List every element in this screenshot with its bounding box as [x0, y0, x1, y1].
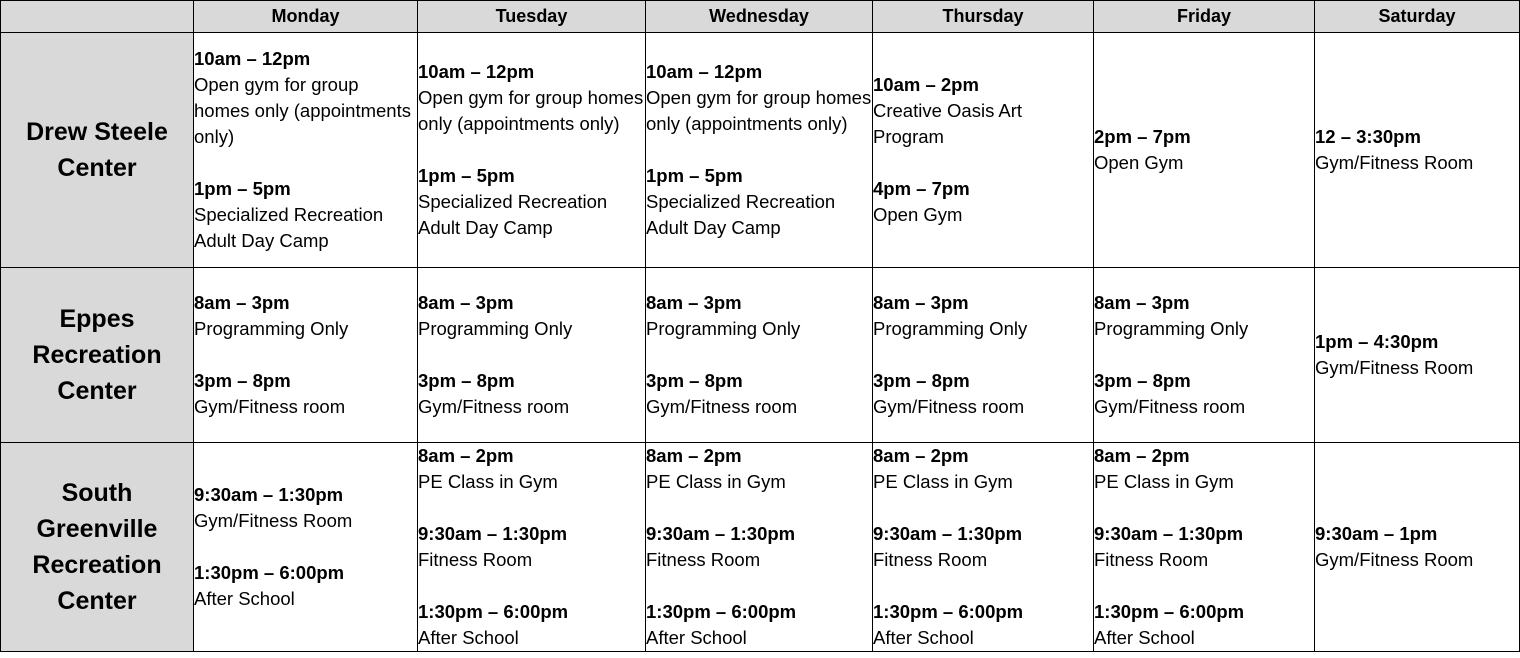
slot-description: PE Class in Gym — [418, 471, 558, 492]
time-slot — [873, 521, 1093, 573]
slot-time: 8am – 3pm — [418, 292, 514, 313]
slot-time: 8am – 3pm — [646, 292, 742, 313]
time-slot — [194, 290, 417, 342]
time-slot — [418, 599, 645, 651]
schedule-cell-thursday — [873, 33, 1094, 268]
slot-time: 1pm – 5pm — [194, 178, 291, 199]
center-row — [1, 268, 1520, 443]
slot-description: Gym/Fitness Room — [1315, 357, 1474, 378]
schedule-cell-monday — [194, 33, 418, 268]
slot-time: 3pm – 8pm — [1094, 370, 1191, 391]
slot-time: 9:30am – 1:30pm — [873, 523, 1023, 544]
time-slot — [646, 163, 872, 241]
slot-time: 9:30am – 1:30pm — [1094, 523, 1244, 544]
day-header-friday: Friday — [1094, 1, 1315, 33]
day-header-saturday: Saturday — [1315, 1, 1520, 33]
center-row — [1, 443, 1520, 652]
slot-description: Programming Only — [194, 318, 349, 339]
time-slot — [873, 72, 1093, 150]
slot-description: Fitness Room — [646, 549, 761, 570]
slot-time: 3pm – 8pm — [418, 370, 515, 391]
schedule-cell-wednesday — [646, 33, 873, 268]
time-slot — [1094, 290, 1314, 342]
slot-description: Gym/Fitness room — [873, 396, 1025, 417]
time-slot — [873, 599, 1093, 651]
time-slot — [1094, 443, 1314, 495]
slot-time: 9:30am – 1:30pm — [194, 484, 344, 505]
slot-description: Gym/Fitness room — [418, 396, 570, 417]
time-slot — [646, 59, 872, 137]
slot-description: Specialized Recreation Adult Day Camp — [194, 204, 384, 251]
slot-time: 1:30pm – 6:00pm — [1094, 601, 1245, 622]
slot-description: Open Gym — [1094, 152, 1184, 173]
schedule-cell-monday — [194, 268, 418, 443]
slot-description: Programming Only — [873, 318, 1028, 339]
slot-time: 1pm – 5pm — [418, 165, 515, 186]
slot-description: Fitness Room — [1094, 549, 1209, 570]
time-slot — [418, 290, 645, 342]
schedule-cell-monday — [194, 443, 418, 652]
slot-description: Gym/Fitness room — [194, 396, 346, 417]
slot-time: 1:30pm – 6:00pm — [646, 601, 797, 622]
slot-description: After School — [418, 627, 519, 648]
time-slot — [194, 46, 417, 150]
slot-time: 1pm – 4:30pm — [1315, 331, 1439, 352]
center-row — [1, 33, 1520, 268]
time-slot — [194, 560, 417, 612]
slot-description: Specialized Recreation Adult Day Camp — [646, 191, 836, 238]
time-slot — [646, 599, 872, 651]
slot-time: 9:30am – 1:30pm — [646, 523, 796, 544]
schedule-cell-thursday — [873, 443, 1094, 652]
time-slot — [1315, 329, 1519, 381]
slot-description: Creative Oasis Art Program — [873, 100, 1023, 147]
time-slot — [418, 59, 645, 137]
time-slot — [418, 368, 645, 420]
day-header-wednesday: Wednesday — [646, 1, 873, 33]
slot-description: Gym/Fitness Room — [1315, 549, 1474, 570]
slot-description: Programming Only — [646, 318, 801, 339]
day-header-monday: Monday — [194, 1, 418, 33]
slot-time: 10am – 12pm — [418, 61, 535, 82]
slot-time: 10am – 12pm — [646, 61, 763, 82]
slot-time: 8am – 2pm — [646, 445, 742, 466]
slot-description: Gym/Fitness room — [1094, 396, 1246, 417]
slot-description: PE Class in Gym — [646, 471, 786, 492]
slot-time: 12 – 3:30pm — [1315, 126, 1421, 147]
slot-description: After School — [646, 627, 747, 648]
slot-description: Gym/Fitness room — [646, 396, 798, 417]
slot-description: After School — [194, 588, 295, 609]
time-slot — [194, 176, 417, 254]
slot-time: 8am – 3pm — [1094, 292, 1190, 313]
time-slot — [1094, 368, 1314, 420]
slot-time: 8am – 3pm — [194, 292, 290, 313]
slot-description: Programming Only — [1094, 318, 1249, 339]
schedule-cell-tuesday — [418, 268, 646, 443]
schedule-cell-saturday — [1315, 443, 1520, 652]
center-name: Drew Steele Center — [1, 33, 194, 268]
center-name: South Greenville Recreation Center — [1, 443, 194, 652]
time-slot — [418, 521, 645, 573]
slot-time: 8am – 3pm — [873, 292, 969, 313]
corner-cell — [1, 1, 194, 33]
slot-time: 3pm – 8pm — [873, 370, 970, 391]
schedule-cell-wednesday — [646, 268, 873, 443]
time-slot — [194, 368, 417, 420]
day-header-thursday: Thursday — [873, 1, 1094, 33]
slot-time: 1:30pm – 6:00pm — [194, 562, 345, 583]
schedule-cell-friday — [1094, 268, 1315, 443]
time-slot — [194, 482, 417, 534]
slot-time: 1:30pm – 6:00pm — [873, 601, 1024, 622]
center-name: Eppes Recreation Center — [1, 268, 194, 443]
schedule-cell-friday — [1094, 33, 1315, 268]
schedule-cell-saturday — [1315, 33, 1520, 268]
time-slot — [873, 290, 1093, 342]
header-row — [1, 1, 1520, 33]
time-slot — [646, 290, 872, 342]
slot-time: 3pm – 8pm — [194, 370, 291, 391]
time-slot — [418, 163, 645, 241]
slot-description: After School — [873, 627, 974, 648]
slot-description: Fitness Room — [418, 549, 533, 570]
slot-time: 2pm – 7pm — [1094, 126, 1191, 147]
time-slot — [1315, 521, 1519, 573]
slot-time: 10am – 12pm — [194, 48, 311, 69]
time-slot — [873, 443, 1093, 495]
schedule-cell-wednesday — [646, 443, 873, 652]
time-slot — [873, 176, 1093, 228]
slot-description: PE Class in Gym — [873, 471, 1013, 492]
time-slot — [1315, 124, 1519, 176]
time-slot — [646, 368, 872, 420]
slot-description: Gym/Fitness Room — [1315, 152, 1474, 173]
time-slot — [873, 368, 1093, 420]
slot-time: 9:30am – 1pm — [1315, 523, 1438, 544]
slot-description: Programming Only — [418, 318, 573, 339]
schedule-cell-tuesday — [418, 443, 646, 652]
slot-time: 8am – 2pm — [1094, 445, 1190, 466]
slot-description: Open gym for group homes only (appointments only) — [646, 87, 872, 134]
time-slot — [418, 443, 645, 495]
slot-description: Open gym for group homes only (appointments only) — [194, 74, 411, 147]
schedule-cell-tuesday — [418, 33, 646, 268]
time-slot — [646, 521, 872, 573]
slot-time: 1pm – 5pm — [646, 165, 743, 186]
slot-description: Fitness Room — [873, 549, 988, 570]
time-slot — [1094, 124, 1314, 176]
time-slot — [1094, 599, 1314, 651]
slot-description: Open gym for group homes only (appointments only) — [418, 87, 644, 134]
slot-time: 4pm – 7pm — [873, 178, 970, 199]
time-slot — [1094, 521, 1314, 573]
slot-description: PE Class in Gym — [1094, 471, 1234, 492]
slot-description: After School — [1094, 627, 1195, 648]
slot-description: Open Gym — [873, 204, 963, 225]
slot-time: 10am – 2pm — [873, 74, 979, 95]
time-slot — [646, 443, 872, 495]
slot-time: 9:30am – 1:30pm — [418, 523, 568, 544]
slot-time: 3pm – 8pm — [646, 370, 743, 391]
schedule-cell-thursday — [873, 268, 1094, 443]
schedule-cell-saturday — [1315, 268, 1520, 443]
schedule-body — [1, 33, 1520, 652]
slot-time: 8am – 2pm — [418, 445, 514, 466]
slot-time: 8am – 2pm — [873, 445, 969, 466]
schedule-cell-friday — [1094, 443, 1315, 652]
slot-description: Gym/Fitness Room — [194, 510, 353, 531]
slot-description: Specialized Recreation Adult Day Camp — [418, 191, 608, 238]
slot-time: 1:30pm – 6:00pm — [418, 601, 569, 622]
day-header-tuesday: Tuesday — [418, 1, 646, 33]
